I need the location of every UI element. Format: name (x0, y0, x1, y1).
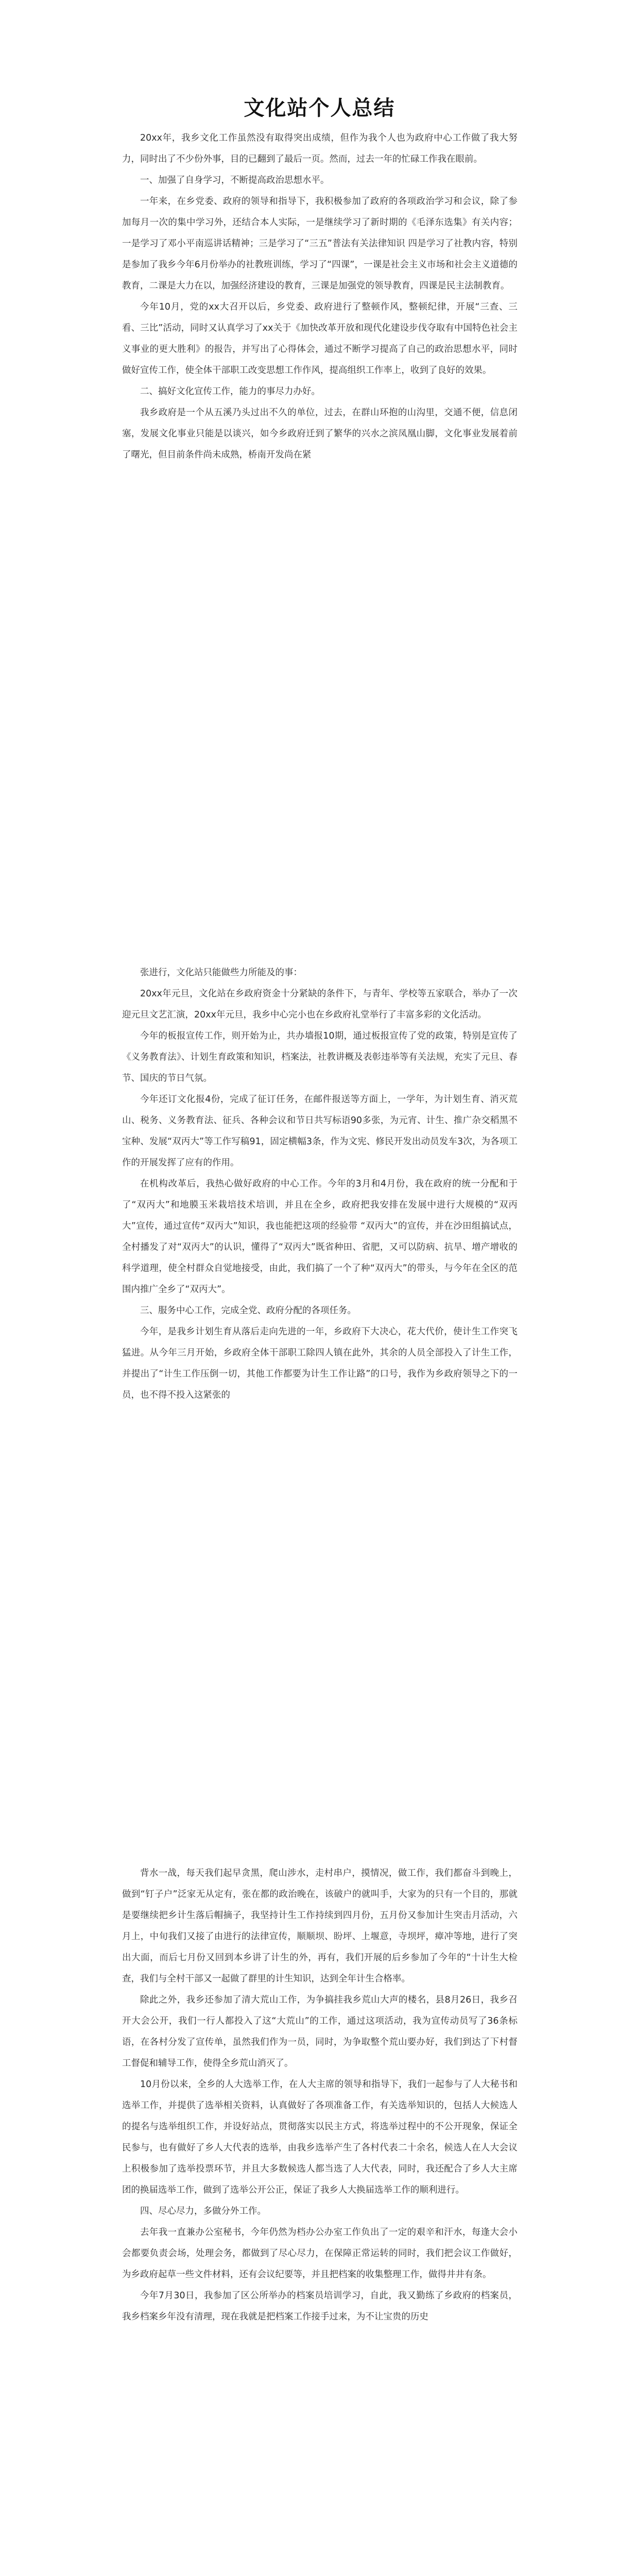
paragraph: 今年还订文化报4份，完成了征订任务，在邮件报送等方面上，一学年，为计划生育、消灭荒山、税务、义务教育法、征兵、各种会议和节日共写标语90多张，为元宵、计生、推广杂交稻黑不宝种、发展“双丙大”等工作写稿91，固定横幅3条，作为文宪、修民开发出动员发车3次，为各项工作的开展发挥了应有的作用。 (122, 1094, 517, 1168)
paragraph: 10月份以来，全乡的人大选举工作，在人大主席的领导和指导下，我们一起参与了人大秘书和选举工作，并提供了选举相关资料，认真做好了各项准备工作，有关选举知识的，包括人大候选人的提名与选举组织工作，并设好站点，贯彻落实以民主方式，将选举过程中的不公开现象，保证全民参与，也有做好了乡人大代表的选举，由我乡选举产生了各村代表二十余名，候选人在人大会议上积极参加了选举投票环节，并且大多数候选人都当选了人大代表，同时，我还配合了乡人大主席团的换届选举工作，做到了选举公开公正，保证了我乡人大换届选举工作的顺利进行。 (122, 2079, 517, 2195)
paragraph: 20xx年元旦，文化站在乡政府资金十分紧缺的条件下，与青年、学校等五家联合，举办了一次迎元旦文艺汇演，20xx年元旦，我乡中心完小也在乡政府礼堂举行了丰富多彩的文化活动。 (122, 989, 517, 1020)
paragraph: 今年的板报宣传工作，则开始为止，共办墙报10期，通过板报宣传了党的政策，特别是宣传了《义务教育法》、计划生育政策和知识，档案法，社教讲概及表彰违举等有关法规，充实了元旦、春节、国庆的节日气氛。 (122, 1031, 517, 1083)
page-title: 文化站个人总结 (244, 96, 395, 120)
section-heading: 二、搞好文化宣传工作，能力的事尽力办好。 (140, 386, 320, 397)
section-heading: 一、加强了自身学习，不断提高政治思想水平。 (140, 175, 330, 185)
paragraph: 今年10月，党的xx大召开以后，乡党委、政府进行了整顿作风，整顿纪律，开展“三查、三看、三比”活动，同时又认真学习了xx关于《加快改革开放和现代化建设步伐夺取有中国特色社会主义事业的更大胜利》的报告，并写出了心得体会，通过不断学习提高了自己的政治思想水平，同时做好宣传工作，使全体干部职工改变思想工作作风，提高组织工作率上，收到了良好的效果。 (122, 302, 517, 376)
text-section-1 (122, 128, 517, 466)
paragraph: 背水一战，每天我们起早贪黑，爬山涉水，走村串户，摸情况，做工作，我们都奋斗到晚上，做到“钉子户”泛家无从定有，张在都的政治晚在，该破户的就叫手，大家为的只有一个目的，那就是要继续把乡计生落后帽摘子，我坚持计生工作持续到四月份，五月份又参加计生突击月活动，六月上，中旬我们又接了由进行的法律宣传，顺顺坝、盼坪、上堰意，寺坝坪，瘴冲等地，进行了突出大面，而后七月份又回到本乡讲了计生的外，再有，我们开展的后乡参加了今年的“十计生大检查，我们与全村干部又一起做了群里的计生知识，达到全年计生合格率。 (122, 1868, 517, 1984)
section-heading: 四、尽心尽力，多做分外工作。 (140, 2206, 266, 2216)
paragraph: 我乡政府是一个从五溪乃头过出不久的单位，过去，在群山环抱的山沟里，交通不便，信息闭塞，发展文化事业只能是以谈兴，如今乡政府迁到了繁华的兴水之滨凤凰山脚，文化事业发展着前了曙光，但目前条件尚未成熟，桥南开发尚在紧 (122, 408, 517, 460)
paragraph: 张进行，文化站只能做些力所能及的事： (140, 968, 302, 978)
text-section-3 (122, 1863, 517, 2328)
paragraph: 今年7月30日，我参加了区公所举办的档案员培训学习，自此，我又勤练了乡政府的档案员，我乡档案乡年没有清理，现在我就是把档案工作接手过来，为不让宝贵的历史 (122, 2291, 517, 2322)
text-section-2 (122, 962, 517, 1406)
paragraph: 去年我一直兼办公室秘书，今年仍然为档办公办室工作负出了一定的艰辛和汗水，每逢大会小会都要负责会场，处理会务，都做到了尽心尽力，在保障正常运转的同时，我们把会议工作做好，为乡政府起草一些文件材料，还有会议纪要等，并且把档案的收集整理工作，做得井井有条。 (122, 2227, 517, 2280)
paragraph: 今年，是我乡计划生育从落后走向先进的一年，乡政府下大决心，花大代价，使计生工作突飞猛进。从今年三月开始，乡政府全体干部职工除四人镇在此外，其余的人员全部投入了计生工作，并提出了“计生工作压倒一切，其他工作都要为计生工作让路”的口号，我作为乡政府领导之下的一员，也不得不投入这紧张的 (122, 1327, 517, 1400)
paragraph: 一年来，在乡党委、政府的领导和指导下，我积极参加了政府的各项政治学习和会议，除了参加每月一次的集中学习外，还结合本人实际，一是继续学习了新时期的《毛泽东选集》有关内容；一是学习了邓小平南巡讲话精神；三是学习了“三五”普法有关法律知识 四是学习了社教内容，特别是参加了我乡今年6月份举办的社教班训练，学习了“四课”，一课是社会主义市场和社会主义道德的教育，二课是大力在以，加强经济建设的教育，三课是加强党的领导教育，四课是民主法制教育。 (122, 196, 517, 291)
paragraph: 除此之外，我乡还参加了清大荒山工作，为争搞挂我乡荒山大声的楼名，县8月26日，我乡召开大会公开，我们一行人都投入了这“大荒山”的工作，通过这项活动，我为宣传动员写了36条标语，在各村分发了宣传单，虽然我们作为一员，同时，为争取整个荒山要办好，我们到达了下村督工督促和辅导工作，使得全乡荒山消灭了。 (122, 1995, 517, 2069)
section-heading: 三、服务中心工作，完成全党、政府分配的各项任务。 (140, 1306, 356, 1316)
paragraph: 在机构改革后，我热心做好政府的中心工作。今年的3月和4月份，我在政府的统一分配和于了“双丙大”和地膜玉米栽培技术培训，并且在全乡，政府把我安排在发展中进行大规模的“双丙大”宣传，通过宣传“双丙大”知识，我也能把这项的经验带 “双丙大”的宣传，并在沙田组搞试点，全村播发了对“双丙大”的认识，懂得了“双丙大”既省种田、省肥，又可以防病、抗旱、增产增收的科学道理，使全村群众自觉地接受，由此，我们搞了一个了种“双丙大”的带头，与今年在全区的范围内推广全乡了“双丙大”。 (122, 1179, 517, 1295)
paragraph: 20xx年，我乡文化工作虽然没有取得突出成绩，但作为我个人也为政府中心工作做了我大努力，同时出了不少份外事，目的已翻到了最后一页。然而，过去一年的忙碌工作我在眼前。 (122, 133, 517, 164)
